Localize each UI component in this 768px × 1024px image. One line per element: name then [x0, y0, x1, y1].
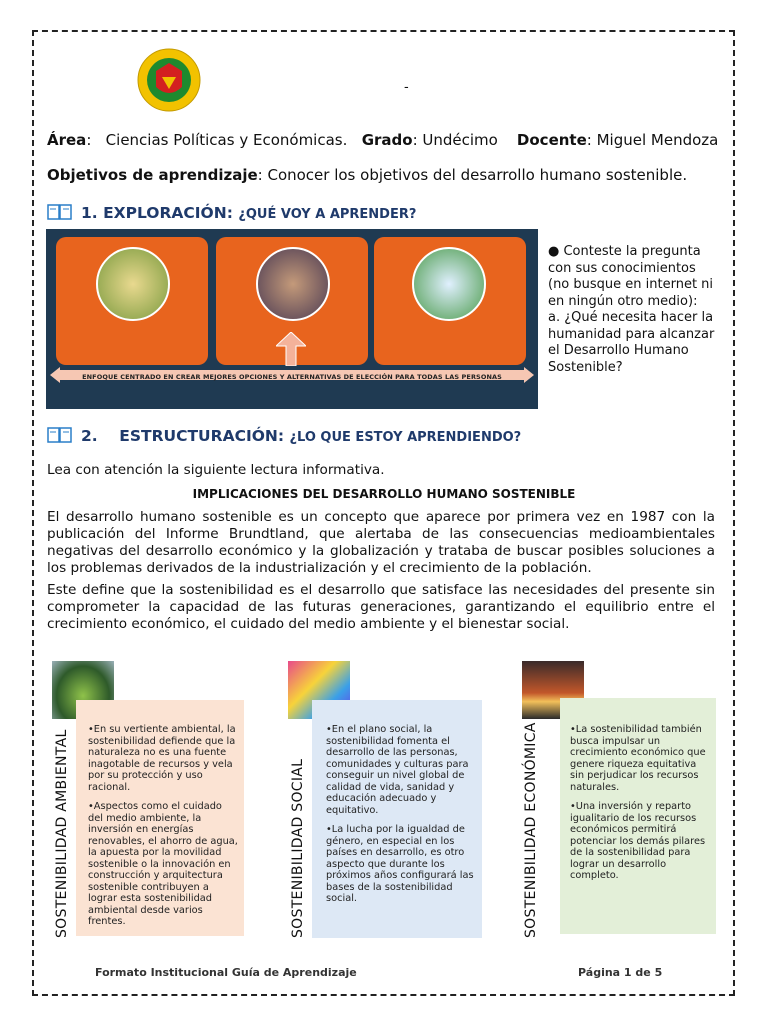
footer-page-number: Página 1 de 5 — [578, 966, 663, 979]
pillar-social-label: SOSTENIBILIDAD SOCIAL — [290, 758, 306, 938]
section2-heading: 2. ESTRUCTURACIÓN: ¿LO QUE ESTOY APRENDIENDO? — [47, 427, 521, 445]
question-instruction: ● Conteste la pregunta con sus conocimientos (no busque en internet ni en ningún otro medio): — [548, 244, 714, 309]
objetivos-value: Conocer los objetivos del desarrollo humano sostenible. — [267, 166, 688, 184]
section1-title: 1. EXPLORACIÓN — [81, 204, 227, 222]
economica-point-1: •La sostenibilidad también busca impulsar un crecimiento económico que genere riqueza equitativa sin perjudicar los recursos naturales. — [570, 724, 706, 793]
grado-value: Undécimo — [422, 131, 498, 149]
reading-title: IMPLICACIONES DEL DESARROLLO HUMANO SOSTENIBLE — [192, 487, 576, 501]
social-point-1: •En el plano social, la sostenibilidad fomenta el desarrollo de las personas, comunidades y culturas para conseguir un nivel global de calidad de vida, sanidad y educación adecuado y equitativo. — [326, 724, 469, 816]
planet-image — [412, 247, 486, 321]
reading-paragraph-2: Este define que la sostenibilidad es el desarrollo que satisface las necesidades del presente sin comprometer la capacidad de las futuras generaciones, garantizando el equilibrio entre el crecimiento económico, el cuidado del medio ambiente y el bienestar social. — [47, 582, 715, 632]
banner-tile-2 — [216, 237, 368, 365]
banner-caption: ENFOQUE CENTRADO EN CREAR MEJORES OPCIONES Y ALTERNATIVAS DE ELECCIÓN PARA TODAS LAS PERSONAS — [82, 373, 502, 381]
social-point-2: •La lucha por la igualdad de género, en especial en los países en desarrollo, es otro aspecto que durante los próximos años configurará las bases de la sostenibilidad social. — [326, 824, 474, 904]
question-a: a. ¿Qué necesita hacer la humanidad para alcanzar el Desarrollo Humano Sostenible? — [548, 310, 715, 375]
ambiental-point-2: •Aspectos como el cuidado del medio ambiente, la inversión en energías renovables, el ahorro de agua, la apuesta por la movilidad sostenible o la innovación en construcción y arquitectura sostenible contribuyen a lograr esta sostenibilidad ambiental desde varios frentes. — [88, 801, 238, 927]
pillar-ambiental-label: SOSTENIBILIDAD AMBIENTAL — [54, 729, 70, 938]
pillar-ambiental-box — [76, 700, 244, 936]
up-arrow-icon — [276, 332, 306, 366]
footer-left: Formato Institucional Guía de Aprendizaje — [95, 966, 357, 979]
section1-subtitle: ¿QUÉ VOY A APRENDER? — [238, 207, 417, 222]
people-image — [256, 247, 330, 321]
banner-tile-3 — [374, 237, 526, 365]
section2-title: 2. ESTRUCTURACIÓN — [81, 427, 278, 445]
section1-heading: 1. EXPLORACIÓN: ¿QUÉ VOY A APRENDER? — [47, 204, 416, 222]
economy-image — [96, 247, 170, 321]
school-logo — [136, 47, 202, 113]
info-line: Área: Ciencias Políticas y Económicas. Grado: Undécimo Docente: Miguel Mendoza — [47, 131, 719, 149]
section2-subtitle: ¿LO QUE ESTOY APRENDIENDO? — [289, 430, 522, 445]
objectives-line: Objetivos de aprendizaje: Conocer los objetivos del desarrollo humano sostenible. — [47, 166, 688, 184]
economica-point-2: •Una inversión y reparto igualitario de los recursos económicos permitirá potenciar los demás pilares de la sostenibilidad para lograr un desarrollo completo. — [570, 801, 706, 881]
exploration-banner — [46, 229, 538, 409]
exploration-question — [548, 244, 718, 376]
pillar-economica-box — [560, 698, 716, 934]
docente-value: Miguel Mendoza — [596, 131, 719, 149]
book-icon — [47, 427, 73, 443]
objetivos-label: Objetivos de aprendizaje — [47, 166, 258, 184]
banner-tile-1 — [56, 237, 208, 365]
area-value: Ciencias Políticas y Económicas. — [105, 131, 348, 149]
reading-paragraph-1: El desarrollo humano sostenible es un concepto que aparece por primera vez en 1987 con la publicación del Informe Brundtland, que alertaba de las consecuencias medioambientales negativas del desarrollo económico y la globalización y trataba de buscar posibles soluciones a los problemas derivados de la industrialización y el crecimiento de la población. — [47, 509, 715, 576]
area-label: Área — [47, 131, 87, 149]
header-dash: - — [404, 80, 409, 95]
reading-intro: Lea con atención la siguiente lectura informativa. — [47, 462, 385, 478]
pillar-social-box — [312, 700, 482, 938]
docente-label: Docente — [516, 131, 587, 149]
ambiental-point-1: •En su vertiente ambiental, la sostenibilidad defiende que la naturaleza no es una fuente inagotable de recursos y vela por su protección y uso racional. — [88, 724, 236, 793]
book-icon — [47, 204, 73, 220]
pillar-economica-label: SOSTENIBILIDAD ECONÓMICA — [523, 722, 539, 938]
grado-label: Grado — [361, 131, 413, 149]
